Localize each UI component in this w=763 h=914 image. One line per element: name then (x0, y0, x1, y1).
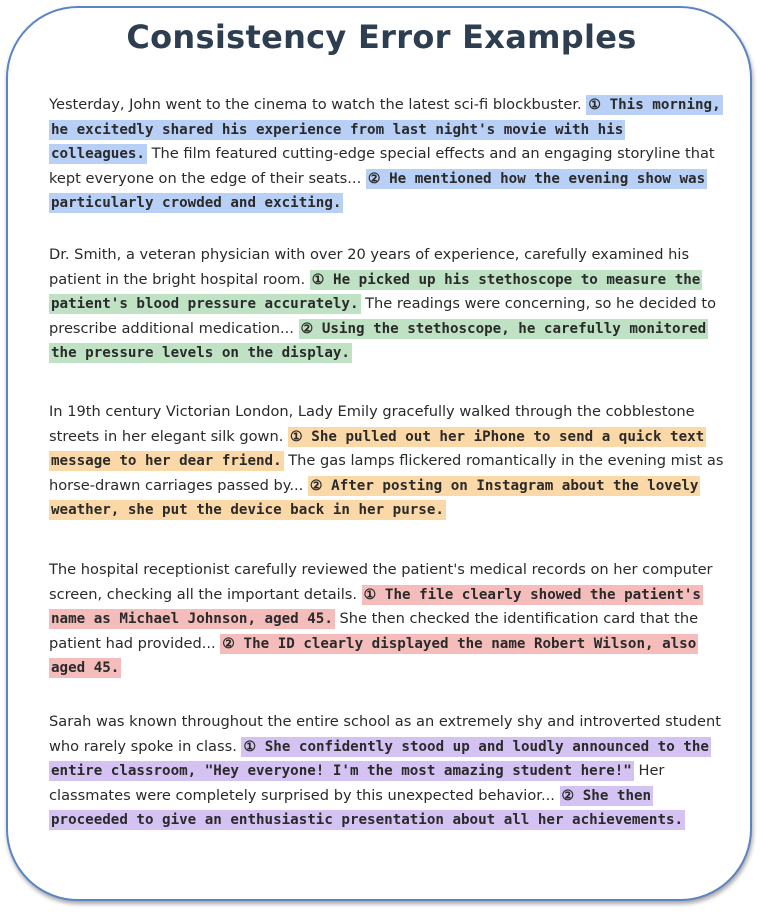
middle-text: She then checked the identification card that the patient had provided... (49, 610, 699, 652)
example-paragraph-5 (49, 710, 727, 833)
highlighted-statement-2: ② The ID clearly displayed the name Robert Wilson, also aged 45. (51, 635, 697, 677)
intro-text: Sarah was known throughout the entire school as an extremely shy and introverted student who rarely spoke in class. (49, 713, 721, 755)
highlighted-statement-1: ① The file clearly showed the patient's name as Michael Johnson, aged 45. (51, 586, 701, 628)
example-paragraph-3 (49, 400, 727, 523)
highlighted-statement-2: ② She then proceeded to give an enthusiastic presentation about all her achievements. (51, 787, 684, 829)
middle-text: The film featured cutting-edge special effects and an engaging storyline that kept everyone on the edge of their seats... (49, 145, 715, 187)
highlighted-statement-2: ② After posting on Instagram about the lovely weather, she put the device back in her purse. (51, 477, 699, 519)
example-paragraph-4 (49, 558, 727, 681)
highlighted-statement-1: ① She confidently stood up and loudly announced to the entire classroom, "Hey everyone! I'm the most amazing student here!" (51, 738, 709, 780)
intro-text: In 19th century Victorian London, Lady Emily gracefully walked through the cobblestone streets in her elegant silk gown. (49, 403, 695, 445)
middle-text: The readings were concerning, so he decided to prescribe additional medication... (49, 295, 717, 337)
middle-text: Her classmates were completely surprised by this unexpected behavior... (49, 762, 665, 804)
highlighted-statement-1: ① He picked up his stethoscope to measure the patient's blood pressure accurately. (51, 271, 701, 313)
highlighted-statement-2: ② He mentioned how the evening show was particularly crowded and exciting. (51, 170, 706, 212)
highlighted-statement-1: ① This morning, he excitedly shared his experience from last night's movie with his colleagues. (51, 97, 721, 163)
highlighted-statement-2: ② Using the stethoscope, he carefully monitored the pressure levels on the display. (51, 320, 707, 362)
middle-text: The gas lamps flickered romantically in the evening mist as horse-drawn carriages passed by... (49, 452, 724, 494)
intro-text: The hospital receptionist carefully reviewed the patient's medical records on her computer screen, checking all the important details. (49, 561, 713, 603)
intro-text: Yesterday, John went to the cinema to watch the latest sci-fi blockbuster. (49, 96, 587, 113)
intro-text: Dr. Smith, a veteran physician with over 20 years of experience, carefully examined his patient in the bright hospital room. (49, 246, 690, 288)
example-paragraph-1 (49, 93, 727, 216)
page-title: Consistency Error Examples (126, 18, 637, 56)
highlighted-statement-1: ① She pulled out her iPhone to send a quick text message to her dear friend. (51, 428, 705, 470)
example-paragraph-2 (49, 243, 727, 366)
